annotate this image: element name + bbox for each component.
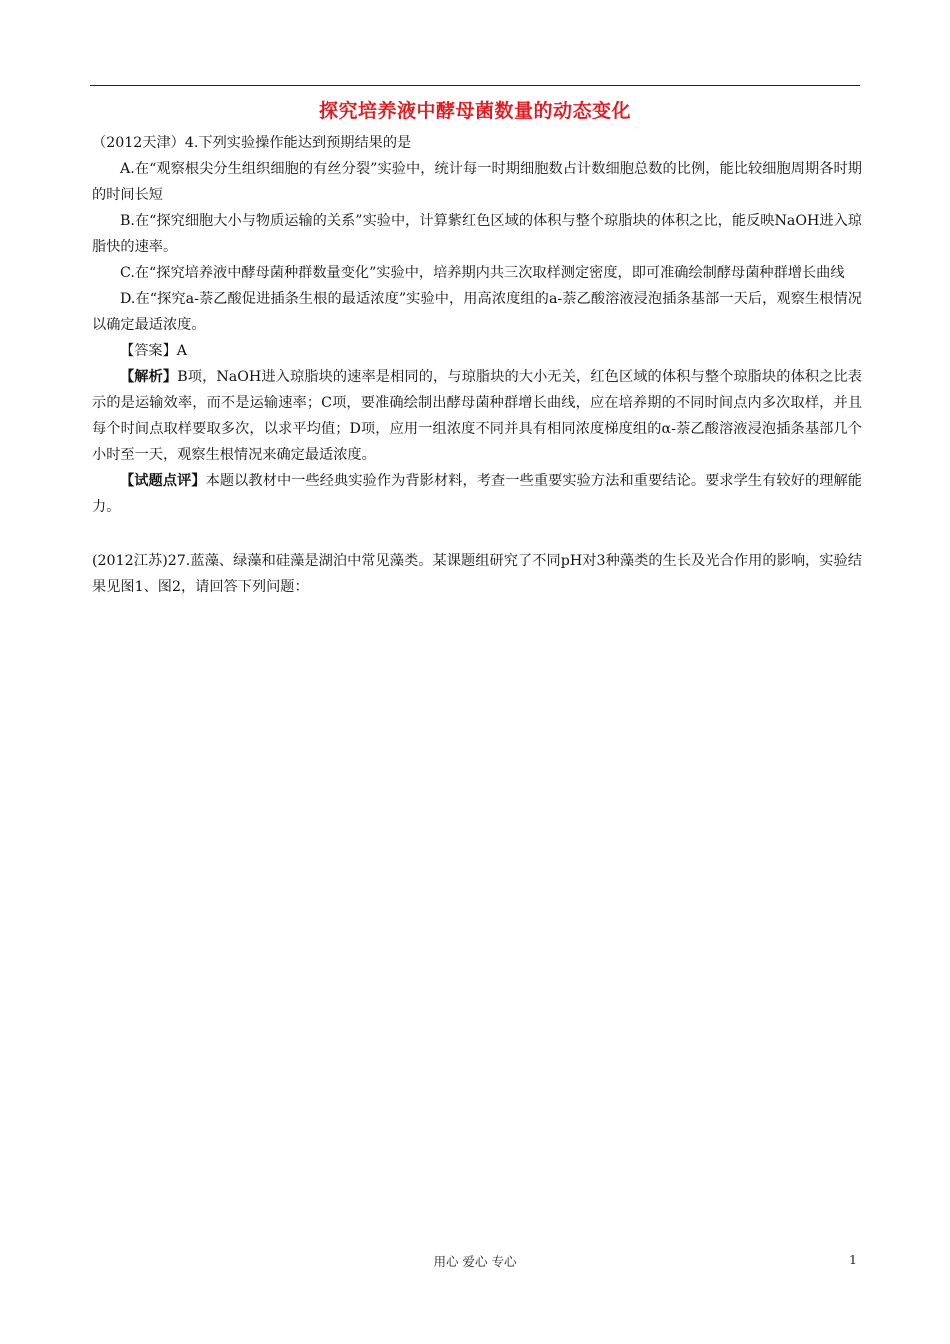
page-number: 1 (849, 1252, 857, 1267)
answer-value: A (176, 343, 188, 359)
comment-paragraph (92, 468, 862, 520)
option-d: D.在“探究a-萘乙酸促进插条生根的最适浓度”实验中，用高浓度组的a-萘乙酸溶液浸泡插条基部一天后，观察生根情况以确定最适浓度。 (92, 291, 862, 333)
question1-stem: （2012天津）4.下列实验操作能达到预期结果的是 (92, 135, 412, 151)
comment-text: 本题以教材中一些经典实验作为背影材料，考查一些重要实验方法和重要结论。要求学生有较好的理解能力。 (92, 473, 862, 515)
answer-label: 【答案】 (120, 343, 177, 359)
analysis-label: 【解析】 (120, 369, 178, 385)
document-body (92, 130, 862, 600)
analysis-text: B项，NaOH进入琼脂块的速率是相同的，与琼脂块的大小无关，红色区域的体积与整个琼脂块的体积之比表示的是运输效率，而不是运输速率；C项，要准确绘制出酵母菌种群增长曲线，应在培养期的不同时间点内多次取样，并且每个时间点取样要取多次，以求平均值；D项，应用一组浓度不同并具有相同浓度梯度组的α-萘乙酸溶液浸泡插条基部几个小时至一天，观察生根情况来确定最适浓度。 (92, 369, 863, 463)
header-rule (90, 85, 860, 86)
question2-stem: (2012江苏)27.蓝藻、绿藻和硅藻是湖泊中常见藻类。某课题组研究了不同pH对3种藻类的生长及光合作用的影响，实验结果见图1、图2，请回答下列问题： (92, 553, 862, 595)
spacer (92, 520, 862, 548)
option-b: B.在“探究细胞大小与物质运输的关系”实验中，计算紫红色区域的体积与整个琼脂块的体积之比，能反映NaOH进入琼脂快的速率。 (92, 213, 862, 255)
answer-line (92, 338, 862, 364)
option-a: A.在“观察根尖分生组织细胞的有丝分裂”实验中，统计每一时期细胞数占计数细胞总数的比例，能比较细胞周期各时期的时间长短 (92, 161, 862, 203)
option-c: C.在“探究培养液中酵母菌种群数量变化”实验中，培养期内共三次取样测定密度，即可准确绘制酵母菌种群增长曲线 (120, 265, 845, 281)
page-title: 探究培养液中酵母菌数量的动态变化 (318, 100, 631, 122)
footer-slogan: 用心 爱心 专心 (433, 1254, 517, 1269)
comment-label: 【试题点评】 (120, 473, 206, 489)
analysis-paragraph (92, 364, 862, 468)
